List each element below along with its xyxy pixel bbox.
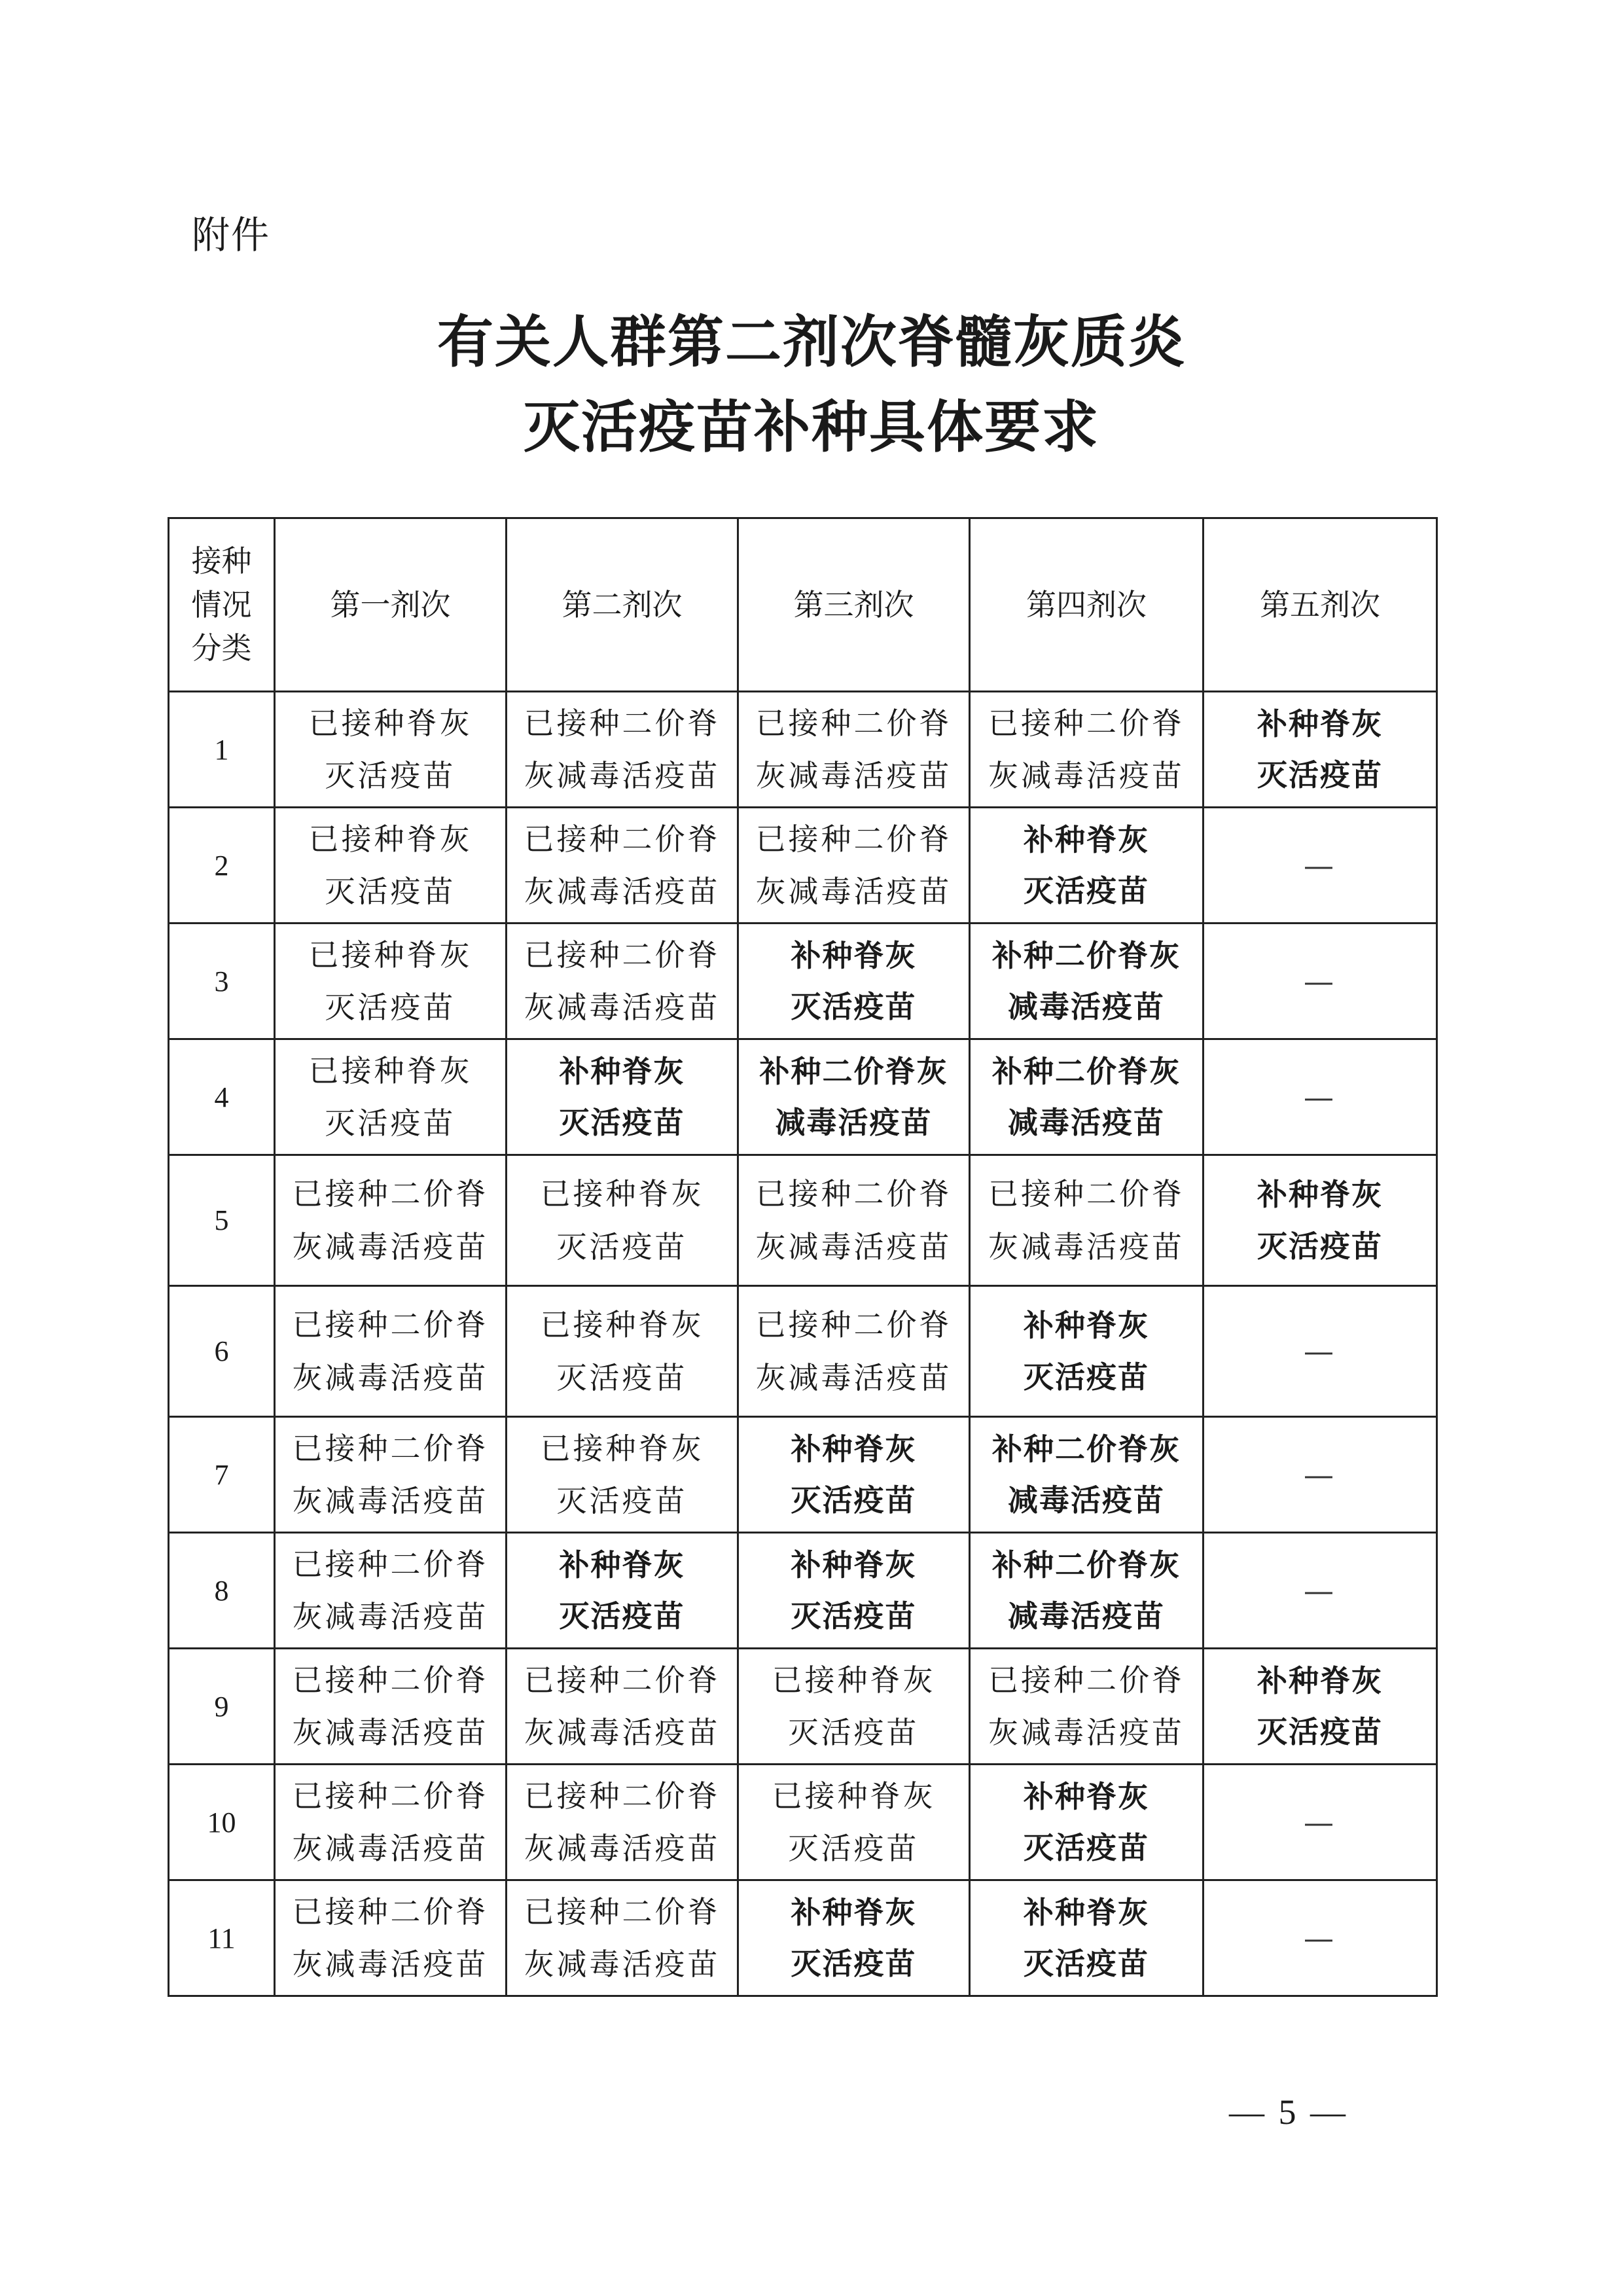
received-dose-text: [276, 1299, 505, 1404]
cell-line: 补种脊灰: [1024, 821, 1149, 857]
cell-line: 补种脊灰: [1024, 1308, 1149, 1344]
table-row: [169, 1417, 1437, 1533]
table-row: [169, 1155, 1437, 1286]
cell-line: 已接种脊灰: [308, 705, 473, 741]
dose-cell: [507, 1765, 738, 1880]
dose-cell: [1204, 1417, 1437, 1533]
cell-line: 补种脊灰: [791, 937, 917, 973]
cell-line: 灭活疫苗: [791, 1598, 917, 1634]
dose-cell: [970, 924, 1204, 1039]
dose-cell: [275, 1286, 507, 1417]
cell-line: 已接种二价脊: [988, 705, 1185, 741]
cell-line: 灰减毒活疫苗: [524, 758, 721, 793]
row-category-number: 5: [169, 1155, 275, 1286]
catch-up-dose-text: [507, 1046, 737, 1148]
cell-line: 灰减毒活疫苗: [755, 1229, 952, 1265]
catch-up-dose-text: [739, 930, 969, 1032]
cell-line: 灭活疫苗: [325, 1105, 456, 1141]
header-dose-1: 第一剂次: [275, 518, 507, 692]
received-dose-text: [276, 1654, 505, 1759]
dose-cell: [507, 1649, 738, 1765]
cell-line: 灰减毒活疫苗: [755, 1359, 952, 1395]
header-dose-4: 第四剂次: [970, 518, 1204, 692]
cell-line: 灭活疫苗: [559, 1105, 685, 1140]
dose-cell: [275, 1155, 507, 1286]
dose-cell: [507, 1286, 738, 1417]
attachment-label: 附件: [192, 213, 271, 257]
page-number: — 5 —: [1229, 2092, 1348, 2132]
cell-line: 补种二价脊灰: [992, 1053, 1181, 1089]
cell-line: 已接种二价脊: [292, 1546, 489, 1582]
table-row: [169, 692, 1437, 808]
cell-line: 已接种二价脊: [755, 705, 952, 741]
catch-up-dose-text: [971, 814, 1202, 916]
cell-line: 灰减毒活疫苗: [292, 1229, 489, 1265]
dose-cell: [1204, 1039, 1437, 1155]
dose-cell: [1204, 924, 1437, 1039]
cell-line: 灰减毒活疫苗: [292, 1599, 489, 1634]
not-applicable-dash: [1204, 955, 1436, 1008]
table-header-row: [169, 518, 1437, 692]
cell-line: 灰减毒活疫苗: [292, 1946, 489, 1982]
cell-line: 灭活疫苗: [556, 1483, 688, 1518]
received-dose-text: [971, 1654, 1202, 1759]
dose-cell: [738, 692, 970, 808]
cell-line: 灰减毒活疫苗: [524, 990, 721, 1025]
cell-line: 已接种二价脊: [524, 1662, 721, 1698]
received-dose-text: [971, 1168, 1202, 1273]
cell-line: 已接种二价脊: [524, 705, 721, 741]
not-applicable-dash: [1204, 839, 1436, 892]
dose-cell: [275, 808, 507, 924]
received-dose-text: [276, 929, 505, 1034]
row-category-number: 7: [169, 1417, 275, 1533]
row-category-number: 10: [169, 1765, 275, 1880]
cell-line: 灭活疫苗: [556, 1359, 688, 1395]
row-category-number: 6: [169, 1286, 275, 1417]
cell-line: 补种脊灰: [1257, 1177, 1383, 1213]
cell-line: 补种脊灰: [559, 1547, 685, 1583]
cell-line: 已接种二价脊: [755, 1176, 952, 1211]
cell-line: 灭活疫苗: [325, 758, 456, 793]
cell-line: 已接种二价脊: [524, 1893, 721, 1929]
cell-line: 已接种二价脊: [292, 1307, 489, 1342]
cell-line: 灰减毒活疫苗: [755, 874, 952, 909]
dose-cell: [275, 1649, 507, 1765]
cell-line: 灭活疫苗: [791, 1482, 917, 1518]
row-category-number: 8: [169, 1533, 275, 1649]
table-row: [169, 1286, 1437, 1417]
catch-up-dose-text: [739, 1539, 969, 1641]
dose-cell: [738, 1417, 970, 1533]
dose-cell: [1204, 1533, 1437, 1649]
table-row: [169, 1765, 1437, 1880]
received-dose-text: [276, 813, 505, 918]
received-dose-text: [507, 813, 737, 918]
received-dose-text: [276, 1538, 505, 1643]
cell-line: —: [1304, 1333, 1336, 1369]
dose-cell: [507, 1417, 738, 1533]
received-dose-text: [507, 697, 737, 802]
cell-line: 灰减毒活疫苗: [292, 1483, 489, 1518]
table-row: [169, 1880, 1437, 1996]
cell-line: 已接种脊灰: [772, 1662, 936, 1698]
catch-up-dose-text: [971, 1539, 1202, 1641]
dose-cell: [970, 1533, 1204, 1649]
dose-cell: [507, 1155, 738, 1286]
cell-line: 灰减毒活疫苗: [292, 1715, 489, 1750]
cell-line: 灭活疫苗: [1024, 1946, 1149, 1981]
cell-line: 减毒活疫苗: [1008, 1598, 1165, 1634]
cell-line: 灭活疫苗: [788, 1715, 919, 1750]
received-dose-text: [739, 697, 969, 802]
cell-line: 减毒活疫苗: [1008, 1105, 1165, 1140]
row-category-number: 3: [169, 924, 275, 1039]
table-row: [169, 1649, 1437, 1765]
cell-line: 补种脊灰: [1024, 1778, 1149, 1814]
cell-line: 已接种二价脊: [988, 1662, 1185, 1698]
cell-line: 灭活疫苗: [791, 989, 917, 1024]
received-dose-text: [739, 1654, 969, 1759]
table-row: [169, 1039, 1437, 1155]
cell-line: 已接种二价脊: [292, 1778, 489, 1814]
header-dose-3: 第三剂次: [738, 518, 970, 692]
cell-line: 灭活疫苗: [1024, 873, 1149, 908]
cell-line: 已接种脊灰: [308, 1052, 473, 1088]
row-category-number: 1: [169, 692, 275, 808]
cell-line: 已接种二价脊: [292, 1893, 489, 1929]
cell-line: 灭活疫苗: [788, 1831, 919, 1866]
not-applicable-dash: [1204, 1912, 1436, 1965]
cell-line: 灰减毒活疫苗: [524, 1831, 721, 1866]
cell-line: 灭活疫苗: [1257, 1714, 1383, 1749]
cell-line: 已接种二价脊: [292, 1662, 489, 1698]
cell-line: 补种脊灰: [1257, 1662, 1383, 1698]
cell-line: 已接种二价脊: [292, 1176, 489, 1211]
header-dose-5: 第五剂次: [1204, 518, 1437, 692]
cell-line: 补种脊灰: [791, 1547, 917, 1583]
cell-line: 灭活疫苗: [1257, 757, 1383, 793]
cell-line: —: [1304, 1572, 1336, 1608]
not-applicable-dash: [1204, 1325, 1436, 1378]
received-dose-text: [739, 1168, 969, 1273]
dose-cell: [1204, 1880, 1437, 1996]
catch-up-dose-text: [1204, 1169, 1436, 1271]
cell-line: 灰减毒活疫苗: [988, 1715, 1185, 1750]
cell-line: 灭活疫苗: [556, 1229, 688, 1265]
not-applicable-dash: [1204, 1564, 1436, 1617]
row-category-number: 4: [169, 1039, 275, 1155]
catch-up-dose-text: [1204, 698, 1436, 800]
document-title-line-1: 有关人群第二剂次脊髓灰质炎: [437, 310, 1186, 375]
dose-cell: [738, 1765, 970, 1880]
received-dose-text: [276, 1168, 505, 1273]
cell-line: 灰减毒活疫苗: [292, 1359, 489, 1395]
received-dose-text: [276, 1045, 505, 1150]
not-applicable-dash: [1204, 1448, 1436, 1501]
catch-up-dose-text: [971, 1771, 1202, 1873]
dose-cell: [1204, 692, 1437, 808]
cell-line: 灰减毒活疫苗: [524, 1946, 721, 1982]
dose-cell: [1204, 1286, 1437, 1417]
header-category-line: 接种: [191, 543, 252, 579]
dose-cell: [738, 924, 970, 1039]
received-dose-text: [507, 1168, 737, 1273]
cell-line: 补种脊灰: [791, 1894, 917, 1930]
dose-cell: [1204, 1649, 1437, 1765]
dose-cell: [275, 924, 507, 1039]
cell-line: 灭活疫苗: [1024, 1830, 1149, 1865]
dose-cell: [970, 1039, 1204, 1155]
row-category-number: 2: [169, 808, 275, 924]
dose-cell: [275, 692, 507, 808]
catch-up-dose-text: [971, 1300, 1202, 1402]
dose-cell: [970, 692, 1204, 808]
cell-line: —: [1304, 847, 1336, 883]
cell-line: 补种二价脊灰: [992, 1547, 1181, 1583]
cell-line: 灭活疫苗: [325, 990, 456, 1025]
dose-cell: [507, 808, 738, 924]
cell-line: 补种二价脊灰: [992, 937, 1181, 973]
cell-line: 已接种二价脊: [524, 1778, 721, 1814]
received-dose-text: [507, 929, 737, 1034]
cell-line: —: [1304, 1804, 1336, 1840]
dose-cell: [507, 1880, 738, 1996]
vaccination-schedule-table: [168, 517, 1438, 1997]
dose-cell: [275, 1880, 507, 1996]
dose-cell: [1204, 1155, 1437, 1286]
dose-cell: [738, 1286, 970, 1417]
cell-line: —: [1304, 963, 1336, 999]
received-dose-text: [276, 1886, 505, 1991]
catch-up-dose-text: [739, 1424, 969, 1526]
header-category-line: 情况: [191, 586, 252, 622]
cell-line: 减毒活疫苗: [1008, 989, 1165, 1024]
cell-line: 灭活疫苗: [791, 1946, 917, 1981]
dose-cell: [970, 1286, 1204, 1417]
dose-cell: [275, 1039, 507, 1155]
cell-line: —: [1304, 1920, 1336, 1956]
cell-line: 补种脊灰: [1257, 706, 1383, 742]
dose-cell: [738, 1649, 970, 1765]
row-category-number: 9: [169, 1649, 275, 1765]
cell-line: —: [1304, 1079, 1336, 1115]
not-applicable-dash: [1204, 1796, 1436, 1849]
dose-cell: [275, 1417, 507, 1533]
cell-line: 灭活疫苗: [559, 1598, 685, 1634]
catch-up-dose-text: [739, 1887, 969, 1989]
table-body: [169, 692, 1437, 1996]
cell-line: 灰减毒活疫苗: [755, 758, 952, 793]
received-dose-text: [276, 1770, 505, 1875]
dose-cell: [275, 1533, 507, 1649]
cell-line: 已接种二价脊: [755, 821, 952, 857]
cell-line: 减毒活疫苗: [775, 1105, 933, 1140]
catch-up-dose-text: [1204, 1655, 1436, 1757]
received-dose-text: [507, 1654, 737, 1759]
dose-cell: [507, 1533, 738, 1649]
cell-line: 已接种脊灰: [540, 1430, 704, 1466]
cell-line: 减毒活疫苗: [1008, 1482, 1165, 1518]
received-dose-text: [507, 1422, 737, 1528]
document-title-line-2: 灭活疫苗补种具体要求: [524, 395, 1099, 460]
cell-line: 已接种脊灰: [772, 1778, 936, 1814]
cell-line: 灰减毒活疫苗: [524, 874, 721, 909]
cell-line: —: [1304, 1456, 1336, 1492]
cell-line: 补种脊灰: [1024, 1894, 1149, 1930]
cell-line: 补种二价脊灰: [759, 1053, 948, 1089]
cell-line: 已接种二价脊: [292, 1430, 489, 1466]
dose-cell: [507, 692, 738, 808]
table-row: [169, 924, 1437, 1039]
cell-line: 灭活疫苗: [325, 874, 456, 909]
dose-cell: [738, 1039, 970, 1155]
dose-cell: [507, 924, 738, 1039]
received-dose-text: [739, 813, 969, 918]
dose-cell: [1204, 808, 1437, 924]
received-dose-text: [507, 1886, 737, 1991]
dose-cell: [738, 808, 970, 924]
dose-cell: [507, 1039, 738, 1155]
cell-line: 已接种脊灰: [540, 1307, 704, 1342]
dose-cell: [738, 1155, 970, 1286]
dose-cell: [970, 1155, 1204, 1286]
cell-line: 补种脊灰: [559, 1053, 685, 1089]
table-row: [169, 1533, 1437, 1649]
cell-line: 已接种二价脊: [524, 821, 721, 857]
header-category: [169, 518, 275, 692]
received-dose-text: [971, 697, 1202, 802]
received-dose-text: [507, 1299, 737, 1404]
received-dose-text: [739, 1299, 969, 1404]
dose-cell: [970, 808, 1204, 924]
dose-cell: [970, 1765, 1204, 1880]
dose-cell: [970, 1880, 1204, 1996]
cell-line: 补种脊灰: [791, 1431, 917, 1467]
row-category-number: 11: [169, 1880, 275, 1996]
dose-cell: [970, 1649, 1204, 1765]
cell-line: 灰减毒活疫苗: [524, 1715, 721, 1750]
dose-cell: [738, 1533, 970, 1649]
cell-line: 灭活疫苗: [1024, 1359, 1149, 1395]
cell-line: 已接种二价脊: [524, 937, 721, 973]
cell-line: 已接种脊灰: [540, 1176, 704, 1211]
received-dose-text: [276, 697, 505, 802]
cell-line: 已接种脊灰: [308, 937, 473, 973]
catch-up-dose-text: [971, 1424, 1202, 1526]
cell-line: 灰减毒活疫苗: [988, 1229, 1185, 1265]
not-applicable-dash: [1204, 1071, 1436, 1124]
header-dose-2: 第二剂次: [507, 518, 738, 692]
received-dose-text: [507, 1770, 737, 1875]
dose-cell: [275, 1765, 507, 1880]
catch-up-dose-text: [971, 1046, 1202, 1148]
dose-cell: [738, 1880, 970, 1996]
catch-up-dose-text: [507, 1539, 737, 1641]
cell-line: 灰减毒活疫苗: [292, 1831, 489, 1866]
dose-cell: [1204, 1765, 1437, 1880]
cell-line: 已接种脊灰: [308, 821, 473, 857]
received-dose-text: [276, 1422, 505, 1528]
dose-cell: [970, 1417, 1204, 1533]
cell-line: 补种二价脊灰: [992, 1431, 1181, 1467]
table-row: [169, 808, 1437, 924]
received-dose-text: [739, 1770, 969, 1875]
cell-line: 灰减毒活疫苗: [988, 758, 1185, 793]
cell-line: 已接种二价脊: [755, 1307, 952, 1342]
cell-line: 灭活疫苗: [1257, 1228, 1383, 1264]
cell-line: 已接种二价脊: [988, 1176, 1185, 1211]
catch-up-dose-text: [971, 1887, 1202, 1989]
header-category-line: 分类: [191, 630, 252, 666]
catch-up-dose-text: [739, 1046, 969, 1148]
catch-up-dose-text: [971, 930, 1202, 1032]
